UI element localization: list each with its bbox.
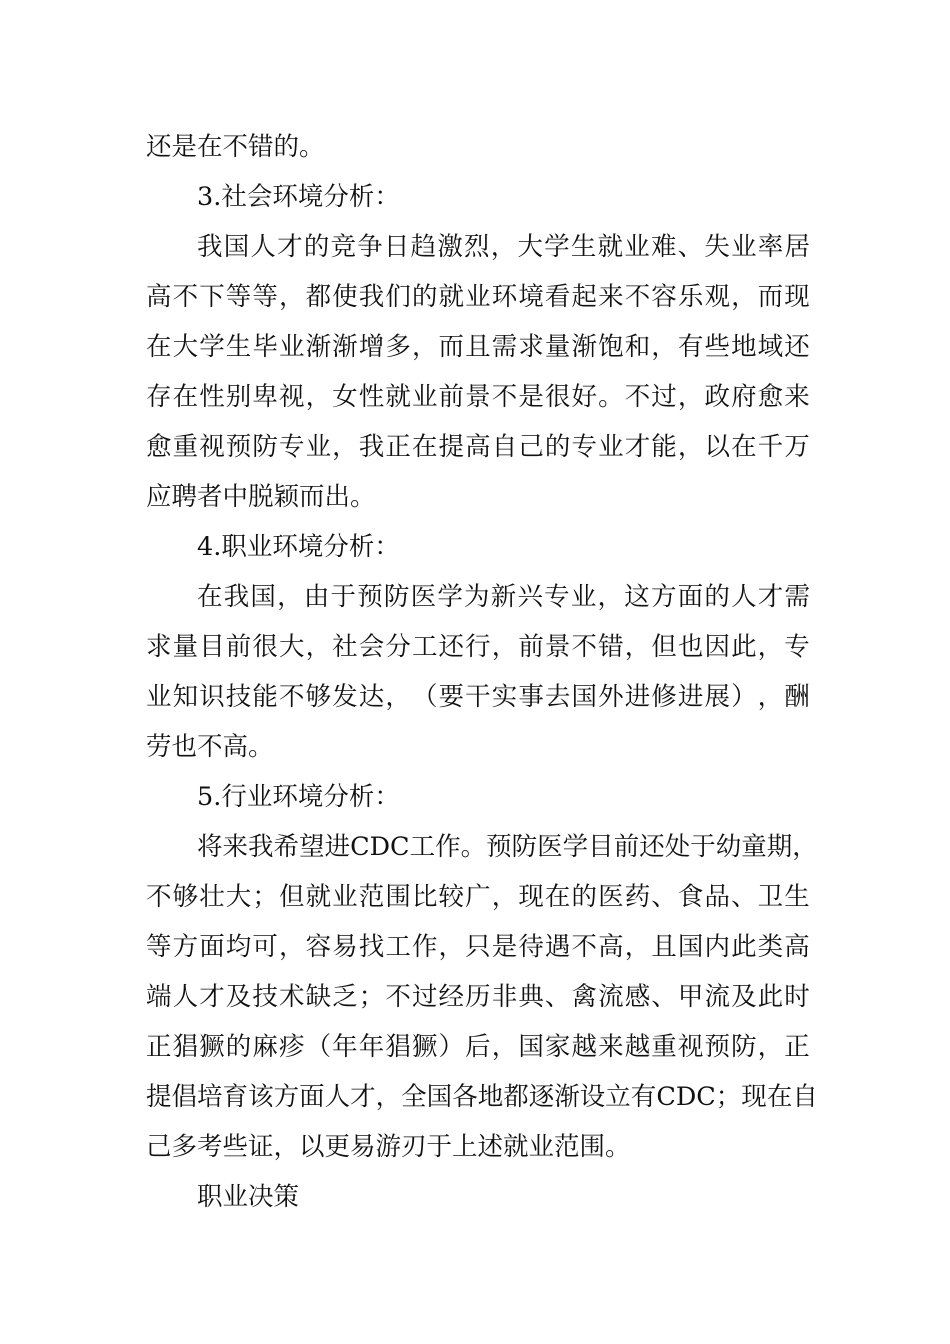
- text-line: 不 够 壮 大 ； 但 就 业 范 围 比 较 广 ， 现 在 的 医 药 、 食 品 、 卫 生: [146, 882, 810, 912]
- text-line: 存 在 性 别 卑 视 ， 女 性 就 业 前 景 不 是 很 好 。 不 过 ， 政 府 愈 来: [146, 382, 810, 412]
- text-line: 4.职业环境分析：: [197, 532, 400, 562]
- text-line: 愈 重 视 预 防 专 业 ， 我 正 在 提 高 自 己 的 专 业 才 能 ， 以 在 千 万: [146, 432, 810, 462]
- text-line: 还是在不错的。: [146, 132, 325, 162]
- text-line: 应聘者中脱颖而出。: [146, 482, 376, 512]
- text-line: 高 不 下 等 等 ， 都 使 我 们 的 就 业 环 境 看 起 来 不 容 乐 观 ， 而 现: [146, 282, 810, 312]
- text-line: 职业决策: [197, 1182, 300, 1212]
- document-body: [146, 122, 818, 1222]
- text-line: 求 量 目 前 很 大 ， 社 会 分 工 还 行 ， 前 景 不 错 ， 但 也 因 此 ， 专: [146, 632, 810, 662]
- text-line: 等 方 面 均 可 ， 容 易 找 工 作 ， 只 是 待 遇 不 高 ， 且 国 内 此 类 高: [146, 932, 810, 962]
- text-line: 在 大 学 生 毕 业 渐 渐 增 多 ， 而 且 需 求 量 渐 饱 和 ， 有 些 地 域 还: [146, 332, 810, 362]
- text-line: 将 来 我 希 望 进 CDC 工 作 。 预 防 医 学 目 前 还 处 于 幼 童 期 ，: [197, 832, 818, 862]
- text-line: 我 国 人 才 的 竞 争 日 趋 激 烈 ， 大 学 生 就 业 难 、 失 业 率 居: [197, 232, 810, 262]
- text-line: 在 我 国 ， 由 于 预 防 医 学 为 新 兴 专 业 ， 这 方 面 的 人 才 需: [197, 582, 810, 612]
- text-line: 劳也不高。: [146, 732, 274, 762]
- text-line: 己多考些证，以更易游刃于上述就业范围。: [146, 1132, 631, 1162]
- text-line: 提 倡 培 育 该 方 面 人 才 ， 全 国 各 地 都 逐 渐 设 立 有 CDC ； 现 在 自: [146, 1082, 818, 1112]
- text-line: 正 猖 獗 的 麻 疹 （ 年 年 猖 獗 ） 后 ， 国 家 越 来 越 重 视 预 防 ， 正: [146, 1032, 810, 1062]
- text-line: 端 人 才 及 技 术 缺 乏 ； 不 过 经 历 非 典 、 禽 流 感 、 甲 流 及 此 时: [146, 982, 810, 1012]
- text-line: 业 知 识 技 能 不 够 发 达 ， （ 要 干 实 事 去 国 外 进 修 进 展 ） ， 酬: [146, 682, 810, 712]
- text-line: 5.行业环境分析：: [197, 782, 400, 812]
- text-line: 3.社会环境分析：: [197, 182, 400, 212]
